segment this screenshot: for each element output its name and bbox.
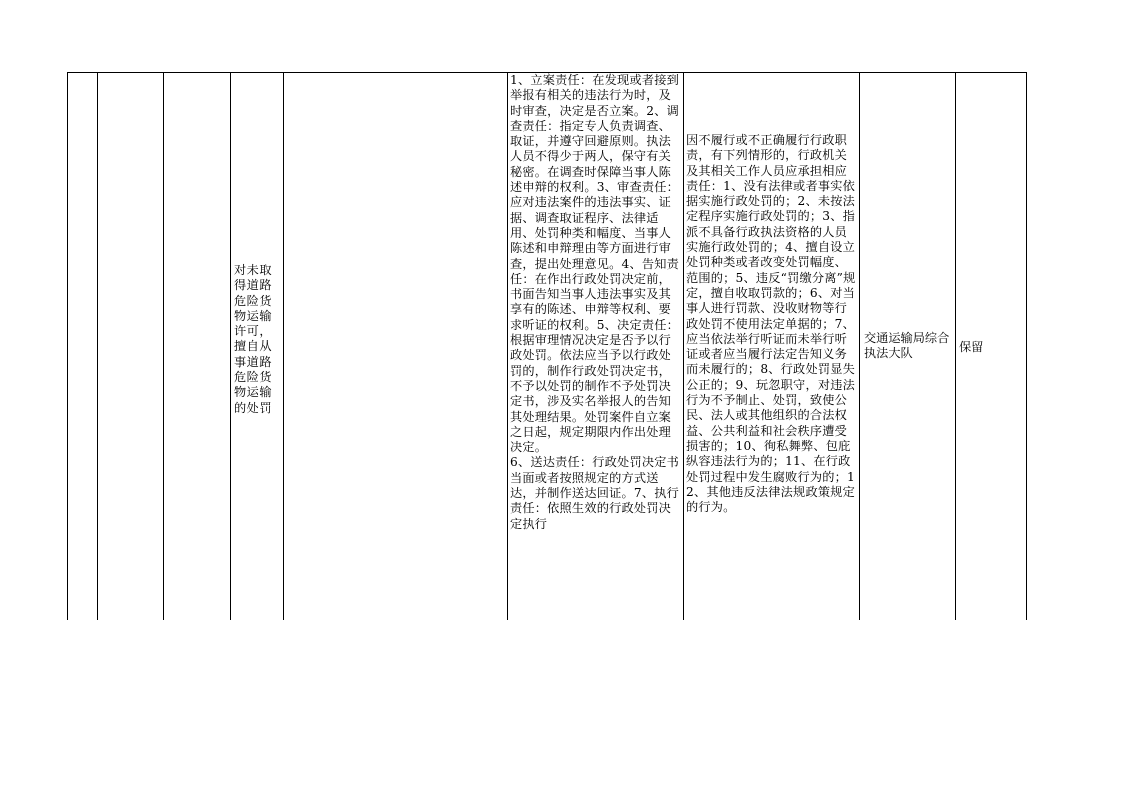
status-text: 保留 bbox=[959, 340, 984, 354]
matter-cell bbox=[230, 73, 283, 620]
org-text: 交通运输局综合执法大队 bbox=[864, 331, 950, 361]
basis-cell bbox=[283, 73, 507, 620]
accountability-text: 因不履行或不正确履行行政职责，有下列情形的，行政机关及其相关工作人员应承担相应责任：1、没有法律或者事实依据实施行政处罚的；2、未按法定程序实施行政处罚的；3、指派不具备行政执法资格的人员实施行政处罚的；4、擅自设立处罚种类或者改变处罚幅度、范围的；5、违反“罚缴分离”规定，擅自收取罚款的；6、对当事人进行罚款、没收财物等行政处罚不使用法定单据的；7、应当依法举行听证而未举行听证或者应当履行法定告知义务而未履行的；8、行政处罚显失公正的；9、玩忽职守，对违法行为不予制止、处罚，致使公民、法人或其他组织的合法权益、公共利益和社会秩序遭受损害的；10、徇私舞弊、包庇纵容违法行为的；11、在行政处罚过程中发生腐败行为的；12、其他违反法律法规政策规定的行为。 bbox=[686, 133, 856, 515]
matter-text: 对未取得道路危险货物运输许可，擅自从事道路危险货物运输的处罚 bbox=[234, 263, 273, 415]
accountability-cell bbox=[683, 73, 859, 620]
item-name-cell bbox=[163, 73, 230, 620]
powers-table bbox=[67, 72, 1027, 620]
serial-cell bbox=[67, 73, 97, 620]
duty-paragraph-1: 1、立案责任：在发现或者接到举报有相关的违法行为时，及时审查，决定是否立案。2、调查责任：指定专人负责调查、取证，并遵守回避原则。执法人员不得少于两人，保守有关秘密。在调查时保障当事人陈述申辩的权利。3、审查责任：应对违法案件的违法事实、证据、调查取证程序、法律适用、处罚种类和幅度、当事人陈述和申辩理由等方面进行审查，提出处理意见。4、告知责任：在作出行政处罚决定前，书面告知当事人违法事实及其享有的陈述、申辩等权利、要求听证的权利。5、决定责任：根据审理情况决定是否予以行政处罚。依法应当予以行政处罚的，制作行政处罚决定书，不予以处罚的制作不予处罚决定书，涉及实名举报人的告知其处理结果。处罚案件自立案之日起，规定期限内作出处理决定。 bbox=[510, 73, 679, 455]
org-cell bbox=[859, 73, 955, 620]
duty-paragraph-2: 6、送达责任：行政处罚决定书当面或者按照规定的方式送达，并制作送达回证。7、执行责任：依照生效的行政处罚决定执行 bbox=[510, 455, 679, 531]
duty-text bbox=[510, 73, 682, 532]
category-cell bbox=[97, 73, 163, 620]
duty-cell bbox=[507, 73, 683, 620]
status-cell bbox=[955, 73, 1027, 620]
